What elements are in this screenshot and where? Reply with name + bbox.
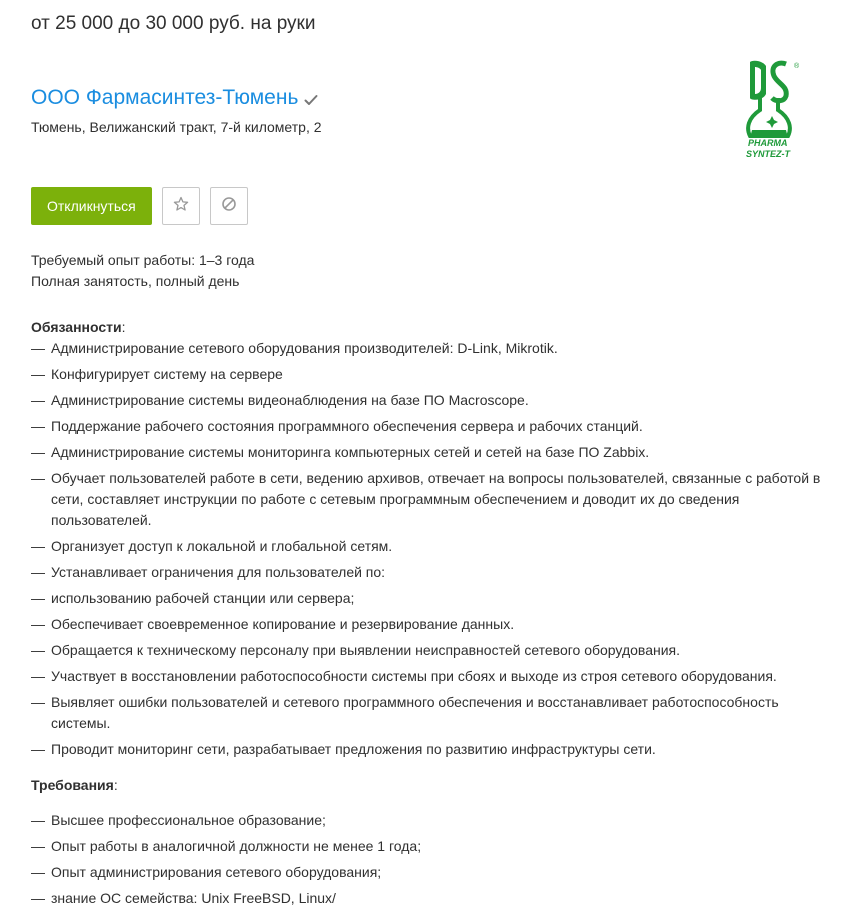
list-item: — Поддержание рабочего состояния программного обеспечения сервера и рабочих станций.	[31, 416, 821, 437]
list-item: — Администрирование сетевого оборудования производителей: D-Link, Mikrotik.	[31, 338, 821, 359]
duties-list	[31, 338, 821, 760]
duties-title: Обязанности:	[31, 319, 126, 335]
requirements-section	[31, 775, 821, 914]
salary-text: от 25 000 до 30 000 руб. на руки	[31, 13, 316, 34]
hide-vacancy-button[interactable]	[210, 187, 248, 225]
logo-text-line2: SYNTEZ-T	[746, 149, 790, 159]
company-logo[interactable]	[742, 58, 804, 164]
requirements-list	[31, 810, 821, 909]
employment-text: Полная занятость, полный день	[31, 273, 240, 289]
block-icon	[221, 196, 237, 217]
company-row	[31, 83, 318, 113]
vacancy-meta	[31, 250, 254, 292]
vacancy-actions	[31, 187, 248, 225]
logo-text-line1: PHARMA	[748, 138, 788, 148]
list-item: — Участвует в восстановлении работоспособности системы при сбоях и выходе из строя сетевого оборудования.	[31, 666, 821, 687]
list-item: — Опыт работы в аналогичной должности не менее 1 года;	[31, 836, 821, 857]
experience-text: Требуемый опыт работы: 1–3 года	[31, 252, 255, 268]
respond-button[interactable]: Откликнуться	[31, 187, 152, 225]
requirements-title: Требования:	[31, 777, 118, 793]
duties-section	[31, 317, 821, 765]
list-item: — Организует доступ к локальной и глобальной сетям.	[31, 536, 821, 557]
list-item: — Конфигурирует систему на сервере	[31, 364, 821, 385]
list-item: — Опыт администрирования сетевого оборудования;	[31, 862, 821, 883]
list-item: — Обращается к техническому персоналу при выявлении неисправностей сетевого оборудования.	[31, 640, 821, 661]
list-item: — Обучает пользователей работе в сети, ведению архивов, отвечает на вопросы пользователей, связанные с работой в сети, составляет инструкции по работе с сетевым программным обеспечением и доводит их до сведения пользователей.	[31, 468, 821, 531]
list-item: — Устанавливает ограничения для пользователей по:	[31, 562, 821, 583]
list-item: — Выявляет ошибки пользователей и сетевого программного обеспечения и восстанавливает работоспособность системы.	[31, 692, 821, 734]
list-item: — Обеспечивает своевременное копирование и резервирование данных.	[31, 614, 821, 635]
favorite-button[interactable]	[162, 187, 200, 225]
company-name-link[interactable]: ООО Фармасинтез-Тюмень	[31, 86, 299, 109]
company-address: Тюмень, Велижанский тракт, 7-й километр, 2	[31, 119, 322, 135]
list-item: — Проводит мониторинг сети, разрабатывает предложения по развитию инфраструктуры сети.	[31, 739, 821, 760]
list-item: — Высшее профессиональное образование;	[31, 810, 821, 831]
logo-registered: ®	[794, 63, 800, 70]
list-item: — использованию рабочей станции или сервера;	[31, 588, 821, 609]
list-item: — Администрирование системы мониторинга компьютерных сетей и сетей на базе ПО Zabbix.	[31, 442, 821, 463]
list-item: — знание ОС семейства: Unix FreeBSD, Linux/	[31, 888, 821, 909]
checkmark-icon	[304, 93, 318, 107]
star-outline-icon	[173, 196, 189, 217]
list-item: — Администрирование системы видеонаблюдения на базе ПО Macroscope.	[31, 390, 821, 411]
